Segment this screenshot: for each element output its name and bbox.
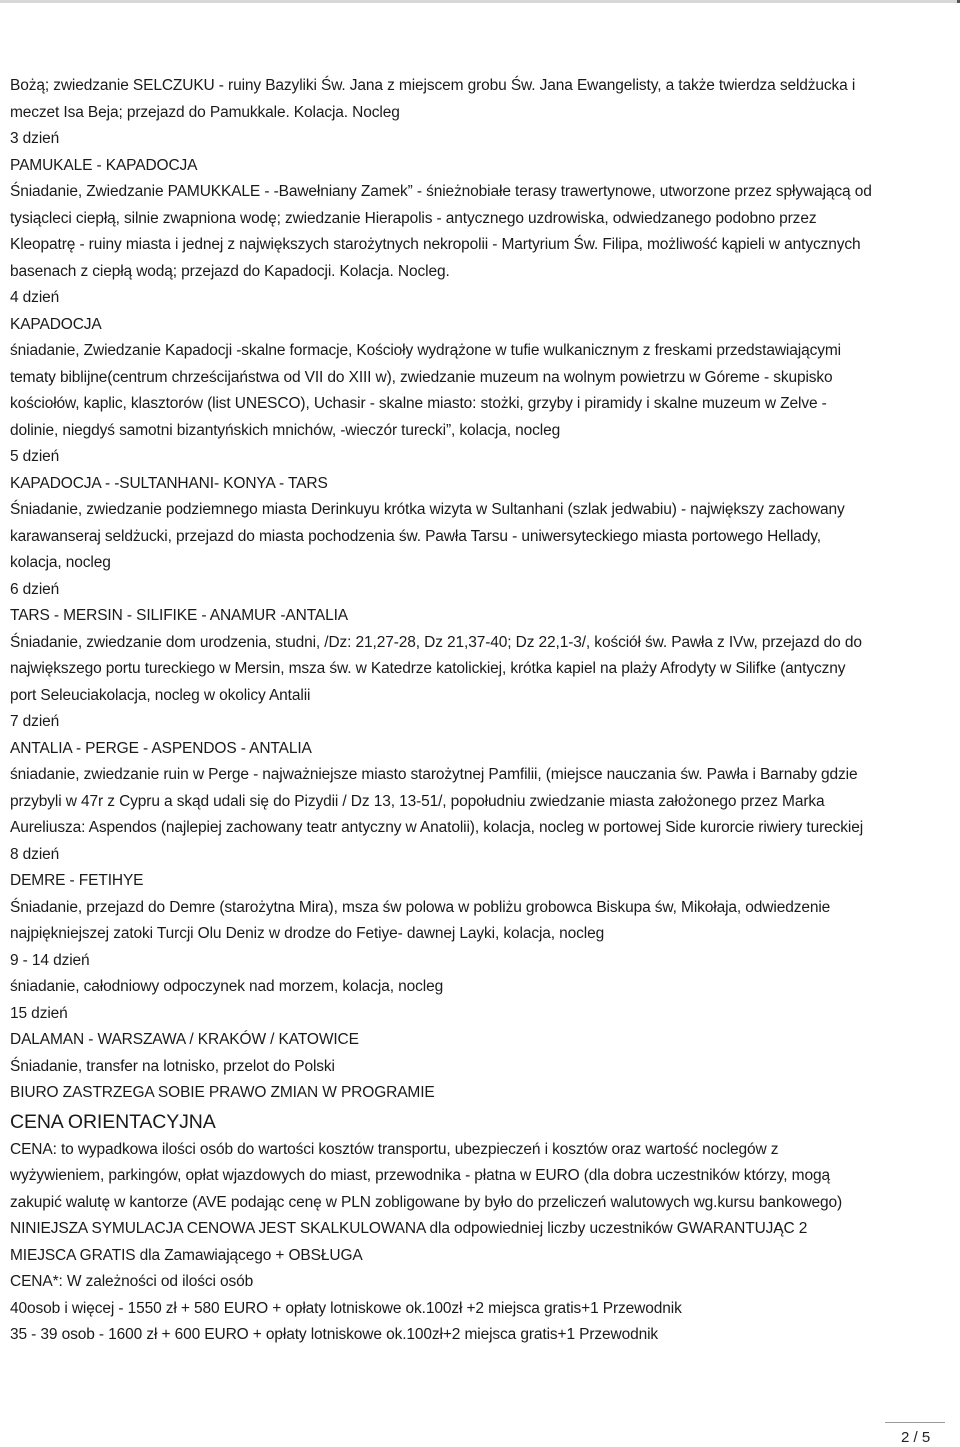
day-label: 9 - 14 dzień [10,951,90,969]
text-line: Śniadanie, zwiedzanie dom urodzenia, studni, /Dz: 21,27-28, Dz 21,37-40; Dz 22,1-3/, kościół św. Pawła z IVw, przejazd do do [10,633,862,651]
price-text-line: zakupić walutę w kantorze (AVE podając cenę w PLN zobligowane by było do przeliczeń walutowych wg.kursu bankowego) [10,1193,843,1211]
text-line: tematy biblijne(centrum chrześcijaństwa od VII do XIII w), zwiedzanie muzeum na wolnym powietrzu w Góreme - skupisko [10,368,833,386]
price-option: 40osob i więcej - 1550 zł + 580 EURO + opłaty lotniskowe ok.100zł +2 miejsca gratis+1 Przewodnik [10,1299,682,1317]
text-line: meczet Isa Beja; przejazd do Pamukkale. Kolacja. Nocleg [10,103,400,121]
route-title: KAPADOCJA - -SULTANHANI- KONYA - TARS [10,474,328,492]
top-border [0,0,960,3]
text-line: śniadanie, Zwiedzanie Kapadocji -skalne formacje, Kościoły wydrążone w tufie wulkanicznym z freskami przedstawiającymi [10,342,841,359]
text-line: największego portu tureckiego w Mersin, msza św. w Katedrze katolickiej, krótka kapiel na plaży Afrodyty w Silifke (antyczny [10,660,846,677]
day-label: 3 dzień [10,130,60,147]
text-line: Śniadanie, Zwiedzanie PAMUKKALE - -Bawełniany Zamek” - śnieżnobiałe terasy trawertynowe, utworzone przez spływającą od [10,183,872,200]
route-title: DEMRE - FETIHYE [10,872,144,889]
route-title: KAPADOCJA [10,315,102,333]
text-line: przybyli w 47r z Cypru a skąd udali się do Pizydii / Dz 13, 13-51/, popołudniu zwiedzanie miasta założonego przez Marka [10,792,825,810]
price-text-line: wyżywieniem, parkingów, opłat wjazdowych do miast, przewodnika - płatna w EURO (dla dobra uczestników którzy, mogą [10,1167,830,1184]
text-line: śniadanie, zwiedzanie ruin w Perge - najważniejsze miasto starożytnej Pamfilii, (miejsce nauczania św. Pawła i Barnaby gdzie [10,766,858,783]
text-line: najpiękniejszej zatoki Turcji Olu Deniz w drodze do Fetiye- dawnej Layki, kolacja, nocleg [10,925,605,942]
price-text-line: CENA*: W zależności od ilości osób [10,1273,254,1290]
text-line: tysiącleci ciepłą, silnie zwapniona wodę; zwiedzanie Hierapolis - antycznego uzdrowiska, odwiedzanego podobno przez [10,209,817,227]
route-title: TARS - MERSIN - SILIFIKE - ANAMUR -ANTALIA [10,607,349,624]
price-text-line: NINIEJSZA SYMULACJA CENOWA JEST SKALKULOWANA dla odpowiedniej liczby uczestników GWARANTUJĄC 2 [10,1220,808,1237]
text-line: Aureliusza: Aspendos (najlepiej zachowany teatr antyczny w Anatolii), kolacja, nocleg w portowej Side kurorcie riwiery tureckiej [10,819,864,836]
price-heading: CENA ORIENTACYJNA [10,1110,216,1133]
text-line: port Seleuciakolacja, nocleg w okolicy Antalii [10,686,311,704]
text-line: basenach z ciepłą wodą; przejazd do Kapadocji. Kolacja. Nocleg. [10,262,450,280]
price-text-line: MIEJSCA GRATIS dla Zamawiającego + OBSŁUGA [10,1246,363,1264]
text-line: śniadanie, całodniowy odpoczynek nad morzem, kolacja, nocleg [10,978,444,995]
route-title: PAMUKALE - KAPADOCJA [10,156,198,174]
route-title: ANTALIA - PERGE - ASPENDOS - ANTALIA [10,739,312,757]
day-label: 7 dzień [10,713,60,730]
text-line: Bożą; zwiedzanie SELCZUKU - ruiny Bazyliki Św. Jana z miejscem grobu Św. Jana Ewangelisty, a także twierdza seldżucka i [10,77,856,94]
price-text-line: CENA: to wypadkowa ilości osób do wartości kosztów transportu, ubezpieczeń i kosztów oraz wartość noclegów z [10,1140,779,1158]
day-label: 5 dzień [10,448,60,465]
price-option: 35 - 39 osob - 1600 zł + 600 EURO + opłaty lotniskowe ok.100zł+2 miejsca gratis+1 Przewodnik [10,1326,659,1343]
page-number: 2 / 5 [901,1429,931,1446]
text-line: kolacja, nocleg [10,554,111,571]
text-line: Śniadanie, przejazd do Demre (starożytna Mira), msza św polowa w pobliżu grobowca Biskupa św, Mikołaja, odwiedzenie [10,898,831,916]
footer-rule [885,1422,945,1423]
disclaimer: BIURO ZASTRZEGA SOBIE PRAWO ZMIAN W PROGRAMIE [10,1084,435,1101]
text-line: Kleopatrę - ruiny miasta i jednej z największych starożytnych nekropolii - Martyrium Św. Filipa, możliwość kąpieli w antycznych [10,236,861,253]
document-body [10,73,954,1349]
day-label: 4 dzień [10,289,60,306]
text-line: Śniadanie, transfer na lotnisko, przelot do Polski [10,1057,335,1075]
text-line: Śniadanie, zwiedzanie podziemnego miasta Derinkuyu krótka wizyta w Sultanhani (szlak jedwabiu) - największy zachowany [10,501,845,518]
text-line: dolinie, niegdyś samotni bizantyńskich mnichów, -wieczór turecki”, kolacja, nocleg [10,421,561,439]
text-line: karawanseraj seldżucki, przejazd do miasta pochodzenia św. Pawła Tarsu - uniwersyteckiego miasta portowego Hellady, [10,527,821,545]
day-label: 8 dzień [10,845,60,863]
day-label: 15 dzień [10,1004,68,1022]
text-line: kościołów, kaplic, klasztorów (list UNESCO), Uchasir - skalne miasto: stożki, grzyby i piramidy i skalne muzeum w Zelve - [10,395,827,412]
route-title: DALAMAN - WARSZAWA / KRAKÓW / KATOWICE [10,1031,359,1048]
day-label: 6 dzień [10,580,60,598]
